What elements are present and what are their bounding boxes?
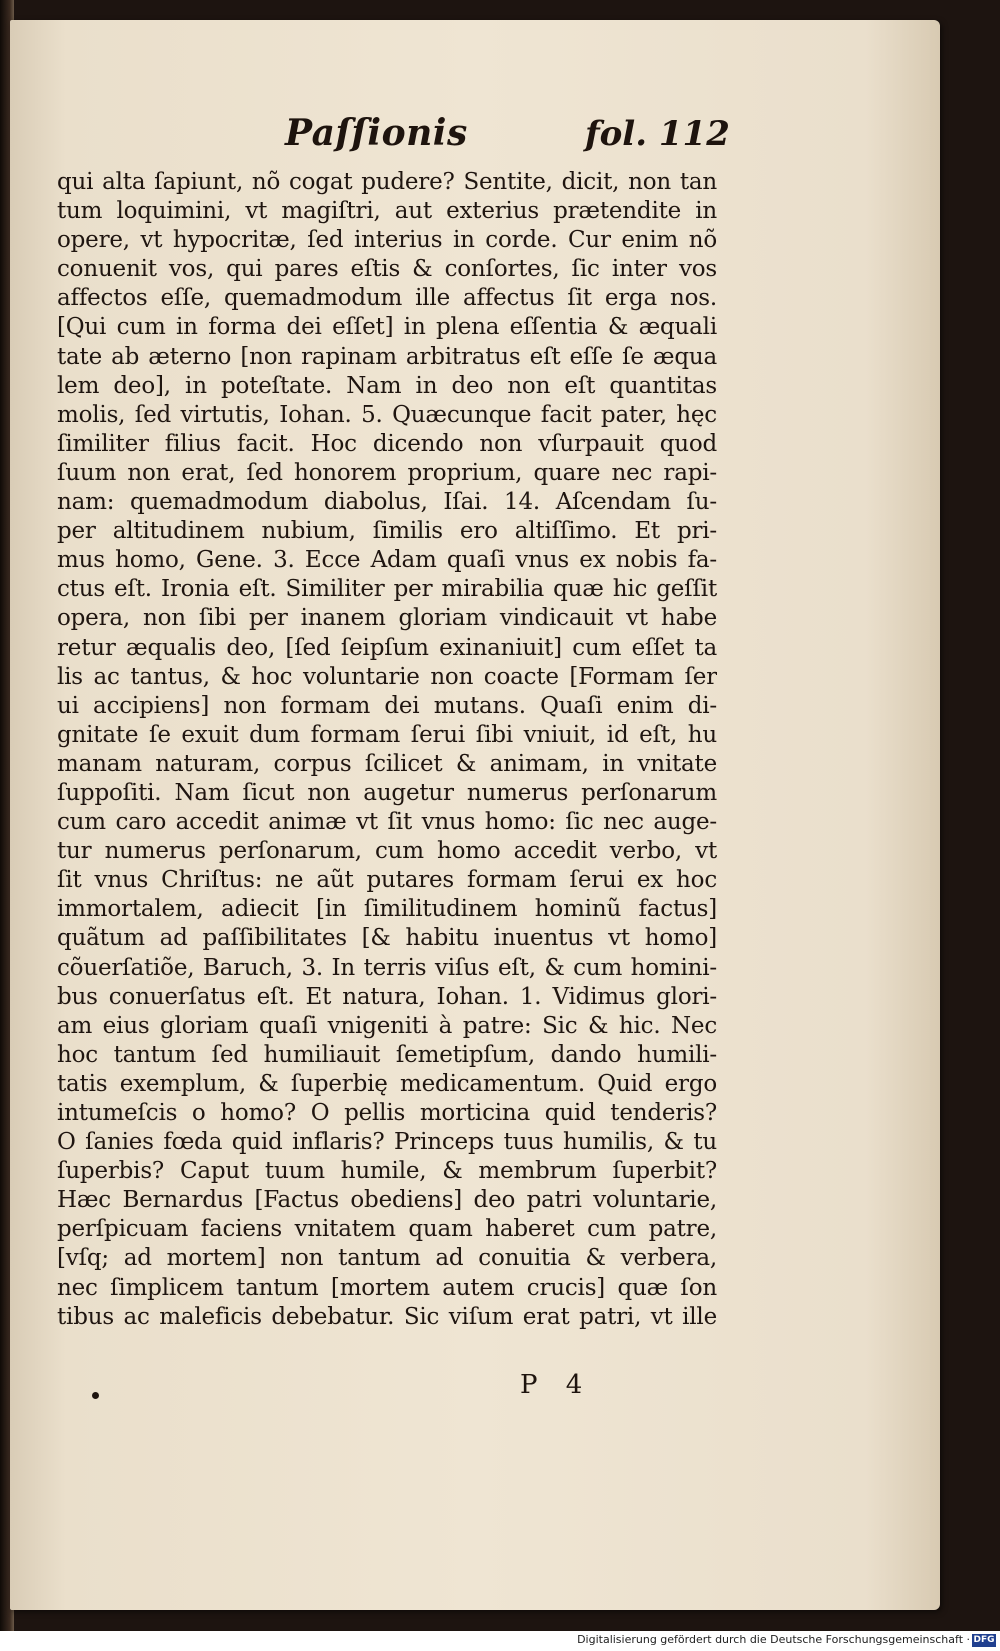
footer-credit: Digitalisierung gefördert durch die Deutsche Forschungsgemeinschaft ·	[577, 1633, 970, 1646]
text-line: ſuperbis? Caput tuum humile, & membrum ſuperbit?	[57, 1158, 717, 1185]
digitization-footer	[0, 1631, 1000, 1651]
signature-mark: P 4	[520, 1370, 593, 1400]
text-line: ſuppoſiti. Nam ſicut non augetur numerus perſonarum	[57, 779, 717, 806]
text-line: gnitate ſe exuit dum formam ſerui ſibi vniuit, id eſt, hu	[57, 721, 717, 748]
page-header	[10, 112, 940, 172]
text-line: hoc tantum ſed humiliauit ſemetipſum, dando humili-	[57, 1041, 717, 1068]
text-line: quãtum ad paſſibilitates [& habitu inuentus vt homo]	[57, 925, 717, 952]
text-line: O ſanies fœda quid inflaris? Princeps tuus humilis, & tu	[57, 1129, 717, 1156]
text-line: ſuum non erat, ſed honorem proprium, quare nec rapi-	[57, 459, 717, 486]
text-line: tatis exemplum, & ſuperbię medicamentum. Quid ergo	[57, 1070, 717, 1097]
text-line: am eius gloriam quaſi vnigeniti à patre: Sic & hic. Nec	[57, 1012, 717, 1039]
text-line: tibus ac maleficis debebatur. Sic viſum erat patri, vt ille	[57, 1303, 717, 1330]
text-line: [vſq; ad mortem] non tantum ad conuitia & verbera,	[57, 1245, 717, 1272]
text-line: conuenit vos, qui pares eſtis & conſortes, ſic inter vos	[57, 256, 717, 283]
text-line: tum loquimini, vt magiſtri, aut exterius prætendite in	[57, 198, 717, 225]
text-line: opere, vt hypocritæ, ſed interius in corde. Cur enim nõ	[57, 227, 717, 254]
text-line: lem deo], in poteſtate. Nam in deo non eſt quantitas	[57, 372, 717, 399]
text-line: intumeſcis o homo? O pellis morticina quid tenderis?	[57, 1100, 717, 1126]
text-line: qui alta ſapiunt, nõ cogat pudere? Sentite, dicit, non tan	[57, 169, 717, 195]
text-line: bus conuerſatus eſt. Et natura, Iohan. 1. Vidimus glori-	[57, 983, 717, 1010]
text-line: opera, non ſibi per inanem gloriam vindicauit vt habe	[57, 605, 717, 632]
text-line: ſimiliter filius facit. Hoc dicendo non vſurpauit quod	[57, 430, 717, 457]
text-line: per altitudinem nubium, ſimilis ero altiſſimo. Et pri-	[57, 518, 717, 545]
ink-dot	[92, 1392, 99, 1399]
body-text	[57, 168, 717, 1332]
text-line: tate ab æterno [non rapinam arbitratus eſt eſſe ſe æqua	[57, 343, 717, 370]
text-line: cõuerſatiõe, Baruch, 3. In terris viſus eſt, & cum homini-	[57, 954, 717, 981]
text-line: nam: quemadmodum diabolus, Iſai. 14. Aſcendam ſu-	[57, 489, 717, 516]
text-line: molis, ſed virtutis, Iohan. 5. Quæcunque facit pater, hęc	[57, 401, 717, 428]
book-page	[10, 20, 940, 1610]
dfg-logo: DFG	[973, 1635, 995, 1645]
text-line: tur numerus perſonarum, cum homo accedit verbo, vt	[57, 838, 717, 865]
folio-number: fol. 112	[585, 114, 730, 154]
text-line: ſit vnus Chriſtus: ne aũt putares formam ſerui ex hoc	[57, 867, 717, 894]
text-line: immortalem, adiecit [in ſimilitudinem hominũ factus]	[57, 896, 717, 923]
text-line: Hæc Bernardus [Factus obediens] deo patri voluntarie,	[57, 1187, 717, 1214]
text-line: manam naturam, corpus ſcilicet & animam, in vnitate	[57, 750, 717, 777]
text-line: mus homo, Gene. 3. Ecce Adam quaſi vnus ex nobis fa-	[57, 547, 717, 574]
text-line: perſpicuam faciens vnitatem quam haberet cum patre,	[57, 1216, 717, 1243]
text-line: cum caro accedit animæ vt ſit vnus homo: ſic nec auge-	[57, 809, 717, 836]
text-line: lis ac tantus, & hoc voluntarie non coacte [Formam ſer	[57, 663, 717, 690]
text-line: affectos eſſe, quemadmodum ille affectus ſit erga nos.	[57, 285, 717, 312]
text-line: ui accipiens] non formam dei mutans. Quaſi enim di-	[57, 692, 717, 719]
text-line: [Qui cum in forma dei eſſet] in plena eſſentia & æquali	[57, 314, 717, 341]
text-line: retur æqualis deo, [ſed ſeipſum exinaniuit] cum eſſet ta	[57, 634, 717, 661]
running-title: Paſſionis	[285, 112, 468, 154]
text-line: nec ſimplicem tantum [mortem autem crucis] quæ ſon	[57, 1274, 717, 1301]
text-line: ctus eſt. Ironia eſt. Similiter per mirabilia quæ hic geſſit	[57, 576, 717, 603]
